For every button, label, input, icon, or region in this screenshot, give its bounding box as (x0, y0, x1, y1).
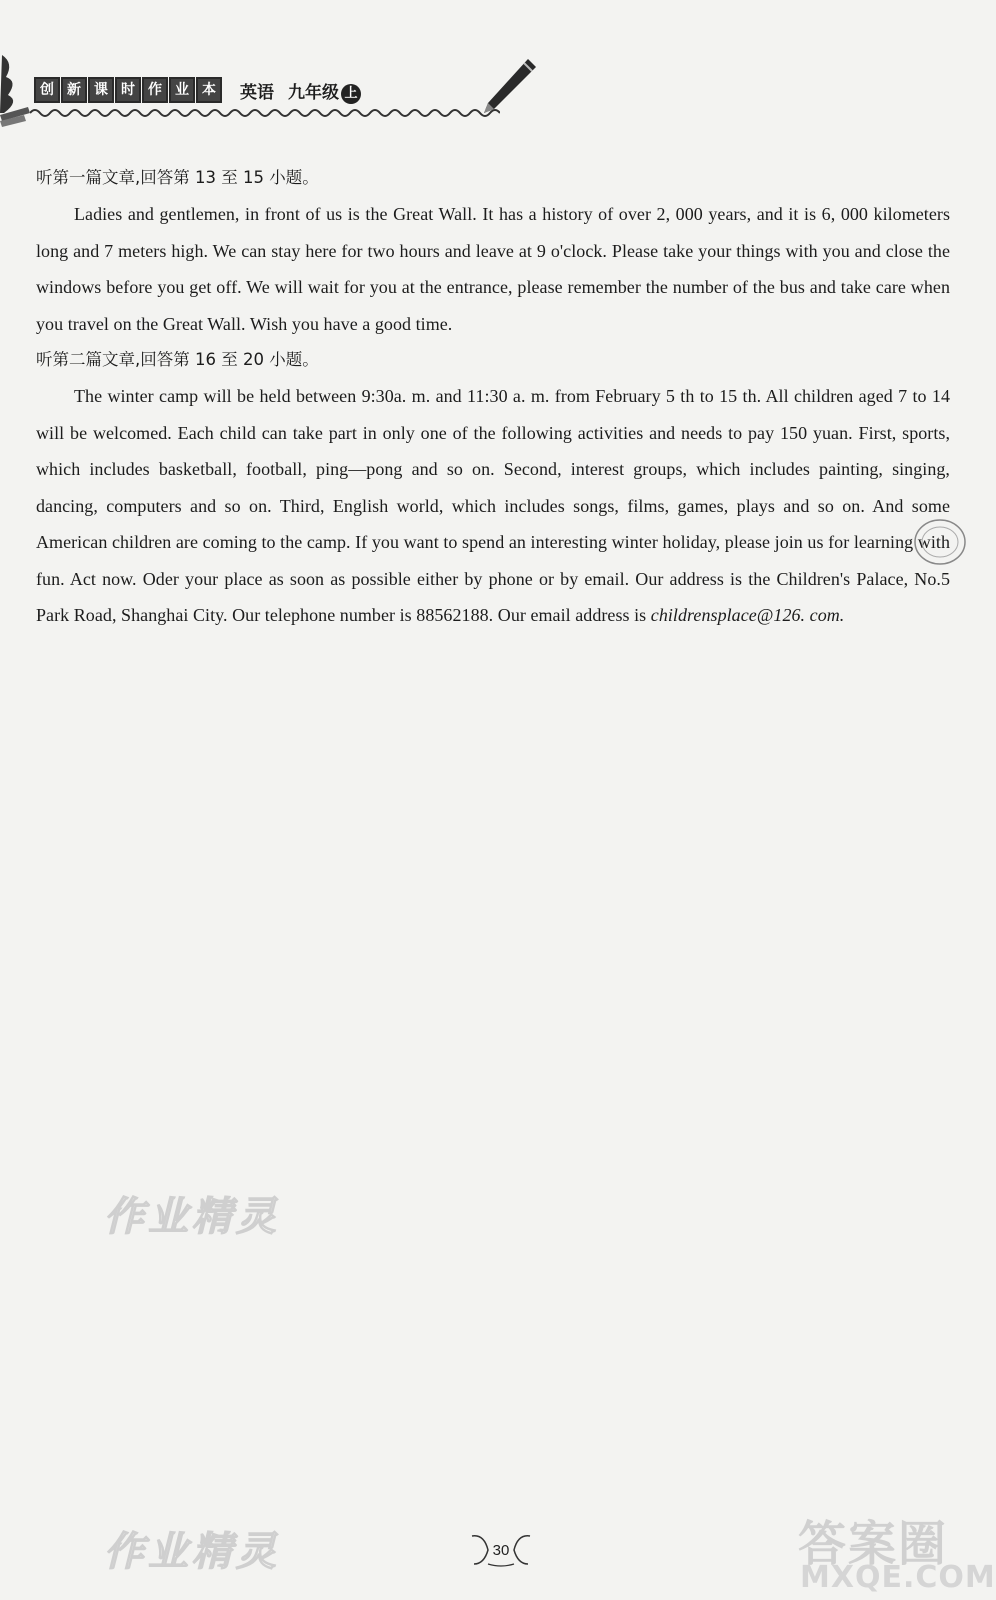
series-char: 课 (88, 77, 114, 103)
series-char: 创 (34, 77, 60, 103)
grade-label (288, 78, 361, 104)
brand-watermark: 答案圈 (798, 1516, 949, 1572)
subject-label: 英语 (240, 83, 274, 103)
series-title (34, 77, 223, 103)
series-char: 业 (169, 77, 195, 103)
watermark-text: 作业精灵 (104, 1529, 280, 1575)
site-watermark: MXQE.COM (800, 1560, 996, 1595)
email-address: childrensplace@126. com. (650, 605, 845, 625)
page-number (468, 1530, 534, 1570)
passage-text: Ladies and gentlemen, in front of us is the Great Wall. It has a history of over 2, 000 years, and it is 6, 000 kilometers long and 7 meters high. We can stay here for two hours and leave at 9 o'clock. Please take your things with you and close the windows before you get off. We will wait for you at the entrance, please remember the number of the bus and take care when you travel on the Great Wall. Wish you have a good time. (36, 204, 950, 334)
grade-text: 九年级 (288, 83, 339, 103)
term-badge: 上 (341, 84, 361, 104)
series-char: 作 (142, 77, 168, 103)
section-heading: 听第二篇文章,回答第 16 至 20 小题。 (36, 350, 319, 369)
seal-stamp-icon (912, 514, 968, 570)
book-stack-icon (0, 55, 34, 130)
page-number-text: 30 (492, 1542, 510, 1559)
passage-body: The winter camp will be held between 9:30a. m. and 11:30 a. m. from February 5 th to 15 th. All children aged 7 to 14 will be welcomed. Each child can take part in only one of the following activities and needs to pay 150 yuan. First, sports, which includes basketball, football, ping—pong and so on. Second, interest groups, which includes painting, singing, dancing, computers and so on. Third, English world, which includes songs, films, games, plays and so on. And some American children are coming to the camp. If you want to spend an interesting winter holiday, please join us for learning with fun. Act now. Oder your place as soon as possible either by phone or by email. Our address is the Children's Palace, No.5 Park Road, Shanghai City. Our telephone number is 88562188. Our email address is (36, 386, 950, 625)
series-char: 时 (115, 77, 141, 103)
wavy-divider (30, 105, 500, 121)
section-heading: 听第一篇文章,回答第 13 至 15 小题。 (36, 168, 319, 187)
page-header (0, 55, 996, 135)
passage-text (36, 378, 950, 634)
pencil-icon (478, 57, 538, 117)
series-char: 本 (196, 77, 222, 103)
listening-transcripts (36, 160, 950, 634)
watermark-text: 作业精灵 (104, 1194, 280, 1240)
series-char: 新 (61, 77, 87, 103)
